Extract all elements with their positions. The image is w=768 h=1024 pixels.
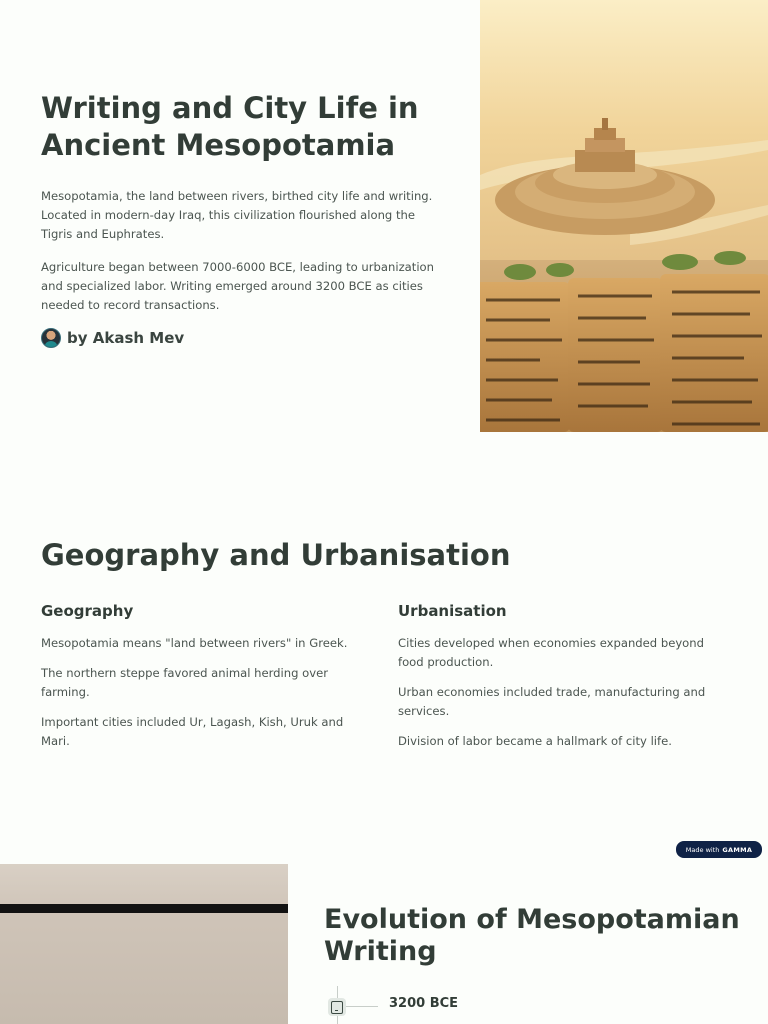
- timeline-connector: [346, 1006, 378, 1007]
- geography-point: The northern steppe favored animal herding over farming.: [41, 666, 329, 699]
- urbanisation-column: [398, 602, 718, 762]
- section-title-writing-evolution: Evolution of Mesopotamian Writing: [324, 904, 740, 967]
- urbanisation-point: Cities developed when economies expanded beyond food production.: [398, 636, 704, 669]
- urbanisation-point: Division of labor became a hallmark of city life.: [398, 734, 672, 748]
- badge-prefix: Made with: [685, 845, 720, 854]
- urbanisation-point: Urban economies included trade, manufacturing and services.: [398, 685, 706, 718]
- timeline-year: 3200 BCE: [389, 996, 459, 1011]
- hero-image: [480, 0, 768, 432]
- badge-brand: GAMMA: [722, 845, 753, 854]
- slide-writing-evolution: [0, 864, 768, 1024]
- urbanisation-heading: Urbanisation: [398, 602, 507, 620]
- author-name: by Akash Mev: [67, 329, 185, 347]
- writing-image: [0, 864, 288, 1024]
- avatar: [41, 328, 61, 348]
- image-dark-band: [0, 904, 288, 913]
- page-title: Writing and City Life in Ancient Mesopotamia: [41, 91, 419, 162]
- geography-column: [41, 602, 361, 762]
- geography-point: Mesopotamia means "land between rivers" in Greek.: [41, 636, 348, 650]
- author-line: [41, 328, 441, 348]
- timeline-marker: [328, 998, 346, 1016]
- tablet-icon: [331, 1001, 343, 1014]
- slide-geography-urbanisation: [0, 432, 768, 864]
- geography-point: Important cities included Ur, Lagash, Kish, Uruk and Mari.: [41, 715, 344, 748]
- slide-intro: [0, 0, 768, 432]
- hero-image-illustration: [480, 0, 768, 432]
- intro-paragraph-1: Mesopotamia, the land between rivers, birthed city life and writing. Located in modern-day Iraq, this civilization flourished along the Tigris and Euphrates.: [41, 189, 433, 241]
- made-with-gamma-badge[interactable]: [676, 841, 762, 858]
- geography-heading: Geography: [41, 602, 134, 620]
- section-title-geography-urbanisation: Geography and Urbanisation: [41, 538, 511, 572]
- intro-paragraph-2: Agriculture began between 7000-6000 BCE, leading to urbanization and specialized labor. Writing emerged around 3200 BCE as cities needed to record transactions.: [41, 260, 434, 312]
- intro-text-block: [41, 90, 441, 348]
